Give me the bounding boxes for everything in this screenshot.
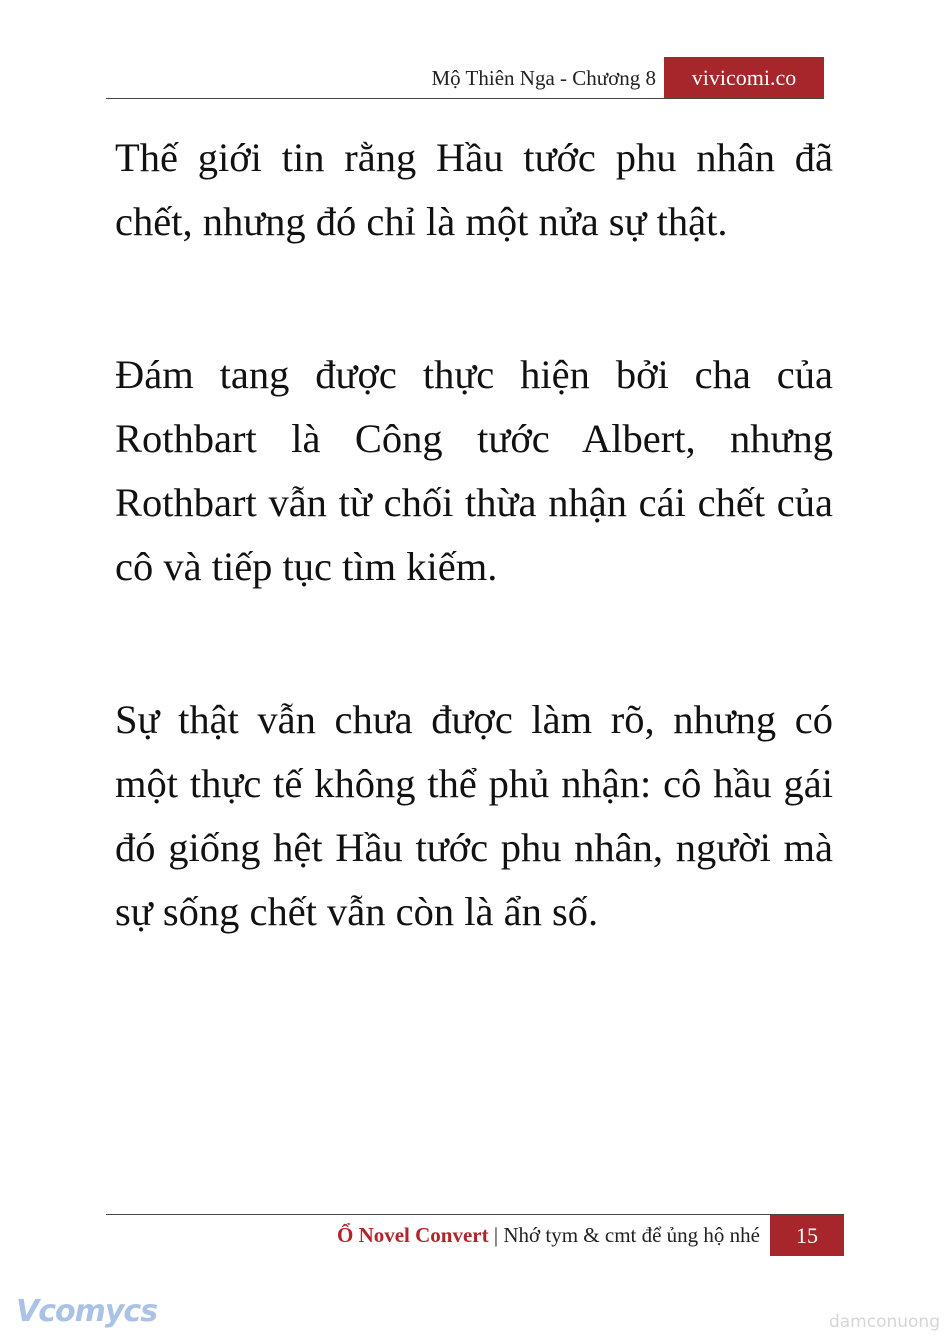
page-header [106,57,824,99]
site-badge[interactable]: vivicomi.co [664,57,824,98]
chapter-body [115,126,833,1033]
vcomycs-logo: Vcomycs [16,1294,158,1329]
damconuong-watermark: damconuong [828,1312,940,1332]
paragraph: Sự thật vẫn chưa được làm rõ, nhưng có một thực tế không thể phủ nhận: cô hầu gái đó giống hệt Hầu tước phu nhân, người mà sự sống chết vẫn còn là ẩn số. [115,697,833,934]
footer-brand: Ổ Novel Convert [336,1223,489,1247]
footer-text [337,1223,760,1248]
chapter-title: Mộ Thiên Nga - Chương 8 [431,66,656,90]
paragraph: Thế giới tin rằng Hầu tước phu nhân đã chết, nhưng đó chỉ là một nửa sự thật. [115,135,833,244]
footer-separator: | [488,1223,504,1247]
paragraph: Đám tang được thực hiện bởi cha của Rothbart là Công tước Albert, nhưng Rothbart vẫn từ chối thừa nhận cái chết của cô và tiếp tục tìm kiếm. [115,352,833,589]
page-number: 15 [770,1215,844,1256]
page-footer [106,1214,844,1256]
footer-note: Nhớ tym & cmt để ủng hộ nhé [503,1223,760,1247]
